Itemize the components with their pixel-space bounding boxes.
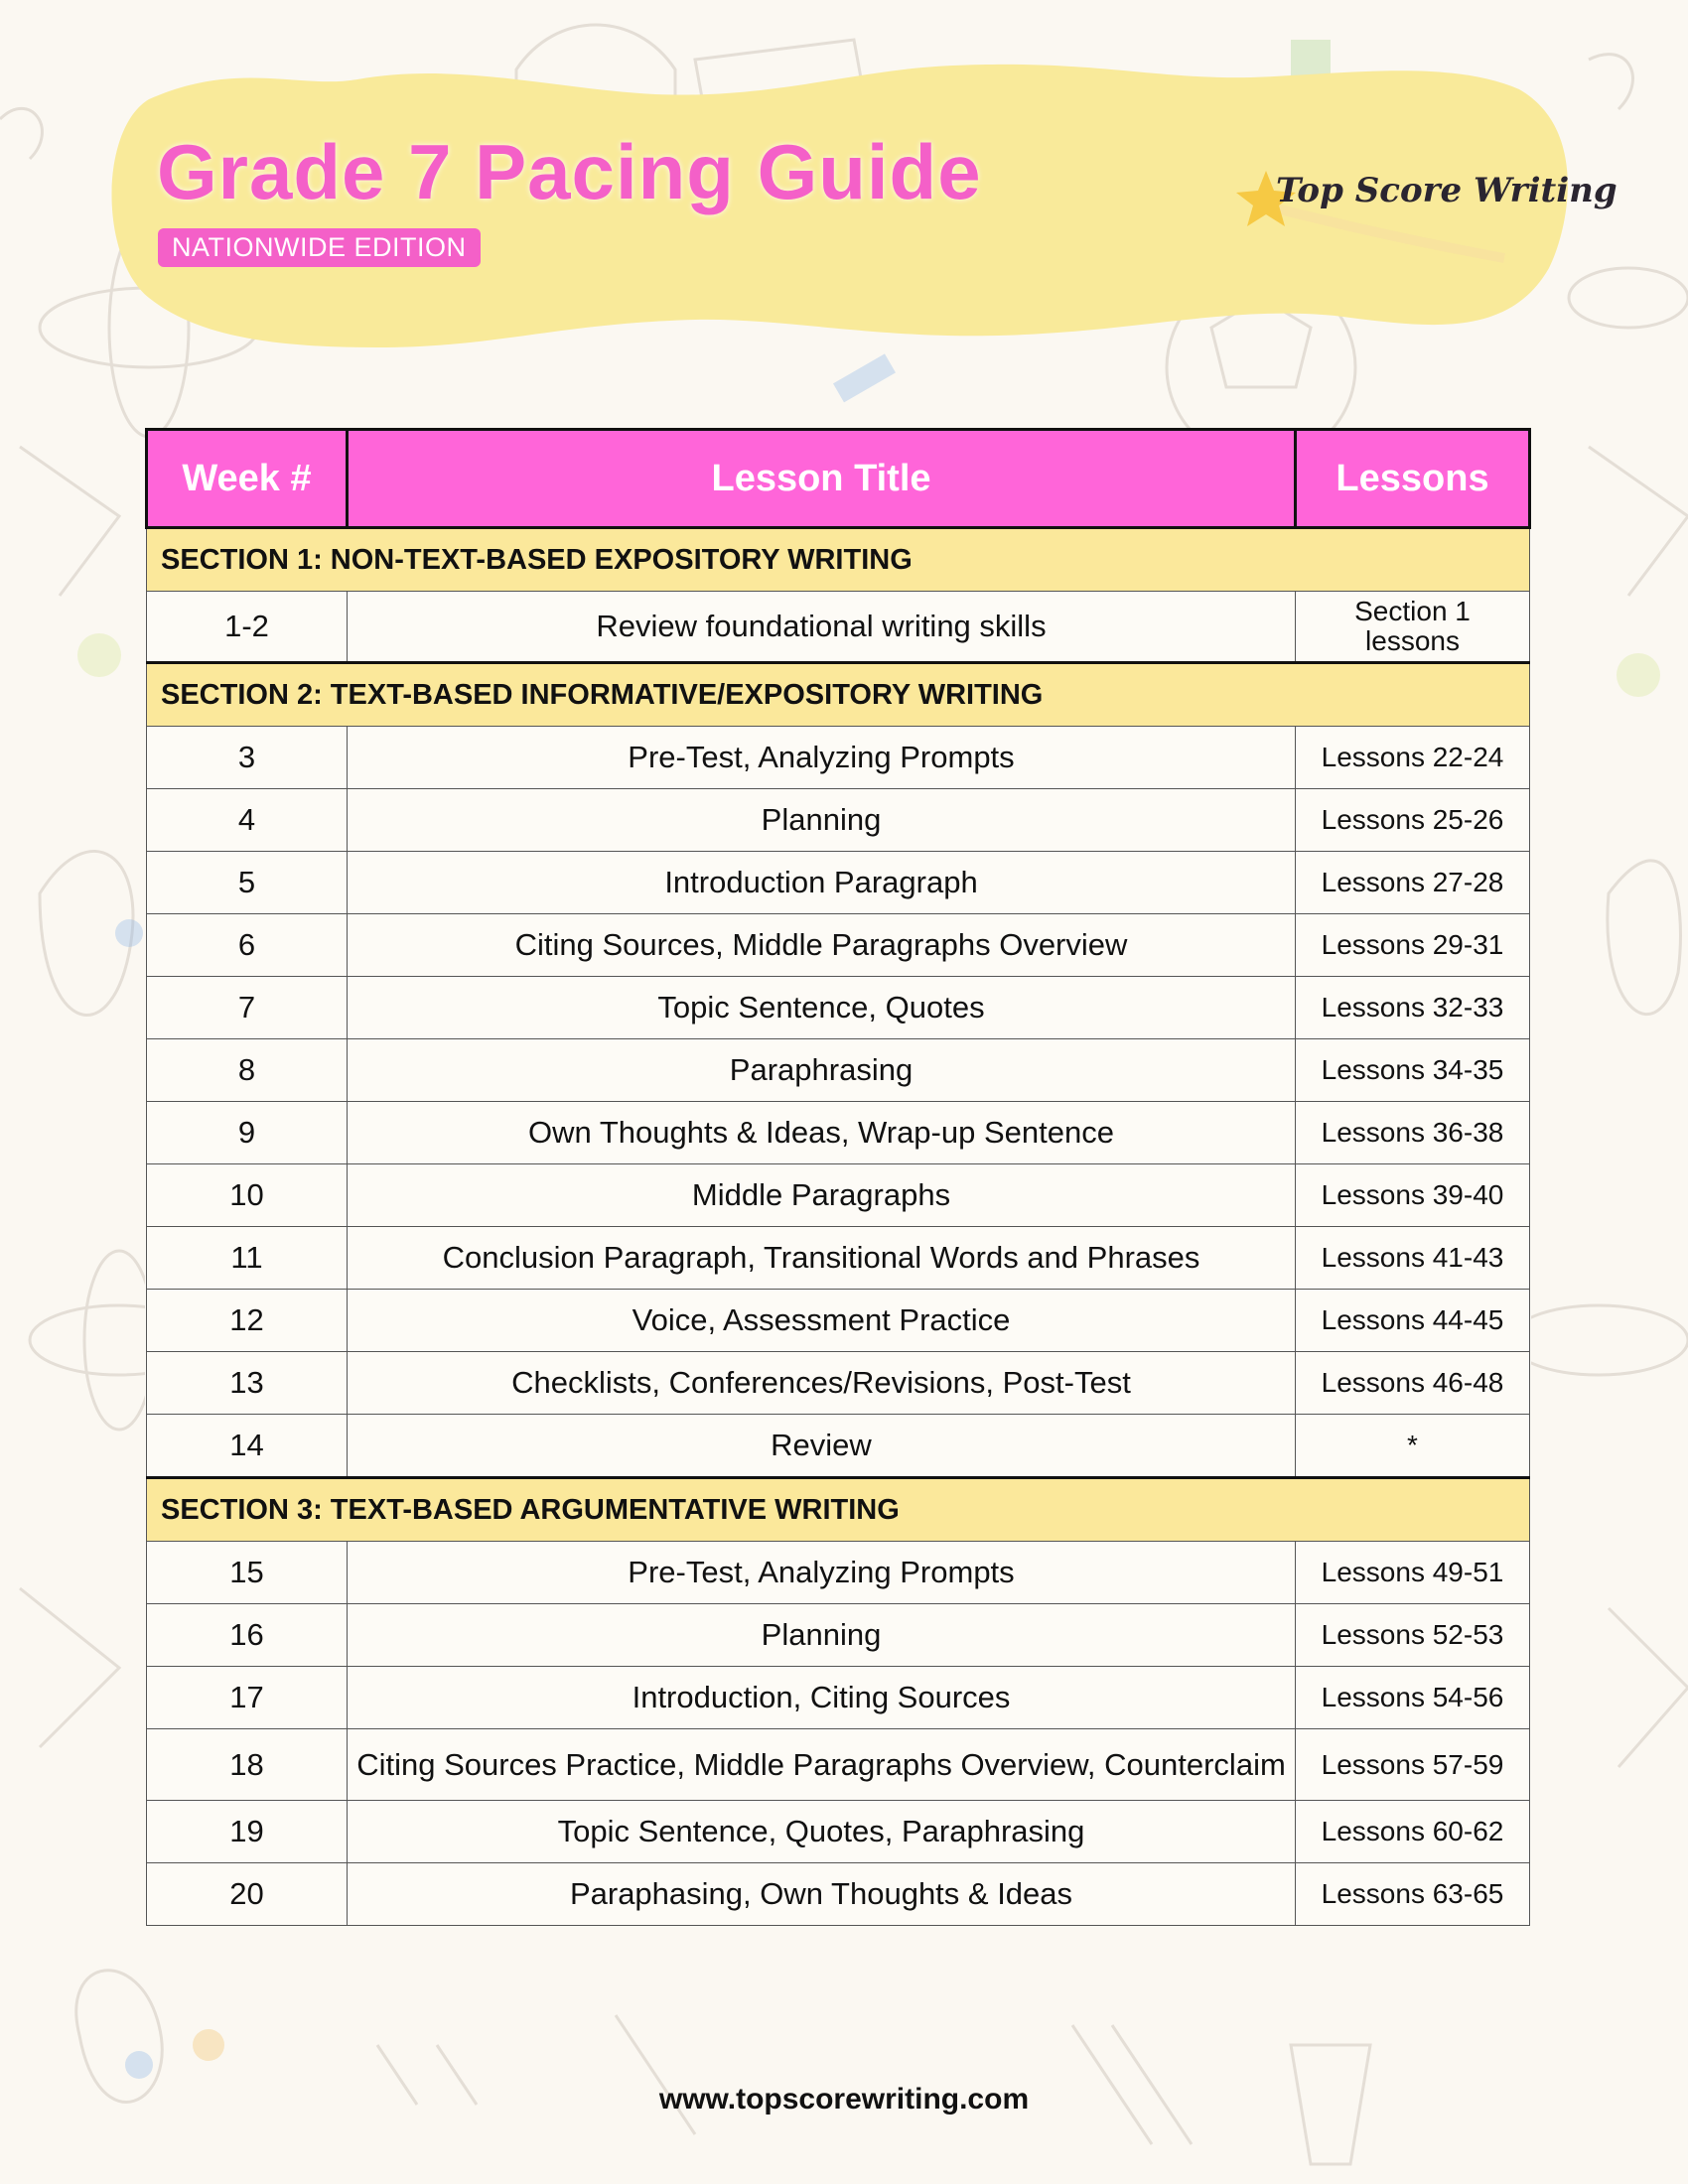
title-cell: Topic Sentence, Quotes — [348, 977, 1296, 1039]
section-heading: SECTION 3: TEXT-BASED ARGUMENTATIVE WRITING — [147, 1478, 1530, 1542]
lessons-cell: Lessons 63-65 — [1296, 1863, 1530, 1926]
title-cell: Planning — [348, 789, 1296, 852]
lessons-cell: Lessons 60-62 — [1296, 1801, 1530, 1863]
week-cell: 16 — [147, 1604, 348, 1667]
table-row — [147, 789, 1530, 852]
title-cell: Paraphasing, Own Thoughts & Ideas — [348, 1863, 1296, 1926]
lessons-cell: Lessons 25-26 — [1296, 789, 1530, 852]
table-row — [147, 1863, 1530, 1926]
edition-badge: NATIONWIDE EDITION — [158, 228, 481, 267]
column-header-lesson-title: Lesson Title — [348, 430, 1296, 528]
table-row — [147, 977, 1530, 1039]
week-cell: 8 — [147, 1039, 348, 1102]
week-cell: 17 — [147, 1667, 348, 1729]
section-heading-row — [147, 663, 1530, 727]
table-header-row — [147, 430, 1530, 528]
title-cell: Middle Paragraphs — [348, 1164, 1296, 1227]
lessons-cell: Lessons 54-56 — [1296, 1667, 1530, 1729]
week-cell: 7 — [147, 977, 348, 1039]
column-header-lessons: Lessons — [1296, 430, 1530, 528]
brand-logo — [1236, 149, 1618, 268]
title-cell: Review foundational writing skills — [348, 592, 1296, 663]
table-row — [147, 852, 1530, 914]
week-cell: 20 — [147, 1863, 348, 1926]
column-header-week: Week # — [147, 430, 348, 528]
table-row — [147, 592, 1530, 663]
week-cell: 3 — [147, 727, 348, 789]
week-cell: 10 — [147, 1164, 348, 1227]
week-cell: 5 — [147, 852, 348, 914]
lessons-cell: Lessons 49-51 — [1296, 1542, 1530, 1604]
table-row — [147, 1352, 1530, 1415]
table-row — [147, 1729, 1530, 1801]
lessons-cell: Lessons 46-48 — [1296, 1352, 1530, 1415]
title-cell: Review — [348, 1415, 1296, 1478]
table-row — [147, 1290, 1530, 1352]
table-row — [147, 1102, 1530, 1164]
title-cell: Planning — [348, 1604, 1296, 1667]
title-cell: Citing Sources Practice, Middle Paragraphs Overview, Counterclaim — [348, 1729, 1296, 1801]
table-row — [147, 1542, 1530, 1604]
lessons-cell: * — [1296, 1415, 1530, 1478]
week-cell: 18 — [147, 1729, 348, 1801]
week-cell: 12 — [147, 1290, 348, 1352]
section-heading-row — [147, 528, 1530, 592]
title-cell: Introduction, Citing Sources — [348, 1667, 1296, 1729]
table-row — [147, 1667, 1530, 1729]
logo-text: Top Score Writing — [1276, 171, 1618, 210]
lessons-cell: Lessons 41-43 — [1296, 1227, 1530, 1290]
lessons-cell: Section 1 lessons — [1296, 592, 1530, 663]
lessons-cell: Lessons 32-33 — [1296, 977, 1530, 1039]
week-cell: 15 — [147, 1542, 348, 1604]
week-cell: 13 — [147, 1352, 348, 1415]
section-heading-row — [147, 1478, 1530, 1542]
section-heading: SECTION 1: NON-TEXT-BASED EXPOSITORY WRITING — [147, 528, 1530, 592]
lessons-cell: Lessons 29-31 — [1296, 914, 1530, 977]
week-cell: 1-2 — [147, 592, 348, 663]
title-cell: Pre-Test, Analyzing Prompts — [348, 1542, 1296, 1604]
week-cell: 4 — [147, 789, 348, 852]
title-cell: Voice, Assessment Practice — [348, 1290, 1296, 1352]
lessons-cell: Lessons 36-38 — [1296, 1102, 1530, 1164]
table-row — [147, 1227, 1530, 1290]
lessons-cell: Lessons 39-40 — [1296, 1164, 1530, 1227]
title-cell: Conclusion Paragraph, Transitional Words and Phrases — [348, 1227, 1296, 1290]
table-row — [147, 1039, 1530, 1102]
week-cell: 19 — [147, 1801, 348, 1863]
table-row — [147, 914, 1530, 977]
table-row — [147, 727, 1530, 789]
title-cell: Checklists, Conferences/Revisions, Post-Test — [348, 1352, 1296, 1415]
title-cell: Citing Sources, Middle Paragraphs Overview — [348, 914, 1296, 977]
title-cell: Pre-Test, Analyzing Prompts — [348, 727, 1296, 789]
table-row — [147, 1604, 1530, 1667]
website-url: www.topscorewriting.com — [658, 2083, 1030, 2116]
page-title: Grade 7 Pacing Guide — [157, 128, 982, 215]
table-row — [147, 1415, 1530, 1478]
lessons-cell: Lessons 27-28 — [1296, 852, 1530, 914]
lessons-cell: Lessons 34-35 — [1296, 1039, 1530, 1102]
lessons-cell: Lessons 44-45 — [1296, 1290, 1530, 1352]
section-heading: SECTION 2: TEXT-BASED INFORMATIVE/EXPOSITORY WRITING — [147, 663, 1530, 727]
title-cell: Own Thoughts & Ideas, Wrap-up Sentence — [348, 1102, 1296, 1164]
table-row — [147, 1801, 1530, 1863]
lessons-cell: Lessons 52-53 — [1296, 1604, 1530, 1667]
title-cell: Topic Sentence, Quotes, Paraphrasing — [348, 1801, 1296, 1863]
week-cell: 9 — [147, 1102, 348, 1164]
title-cell: Paraphrasing — [348, 1039, 1296, 1102]
pacing-table — [145, 428, 1531, 1926]
lessons-cell: Lessons 57-59 — [1296, 1729, 1530, 1801]
week-cell: 14 — [147, 1415, 348, 1478]
title-cell: Introduction Paragraph — [348, 852, 1296, 914]
week-cell: 11 — [147, 1227, 348, 1290]
table-row — [147, 1164, 1530, 1227]
week-cell: 6 — [147, 914, 348, 977]
lessons-cell: Lessons 22-24 — [1296, 727, 1530, 789]
